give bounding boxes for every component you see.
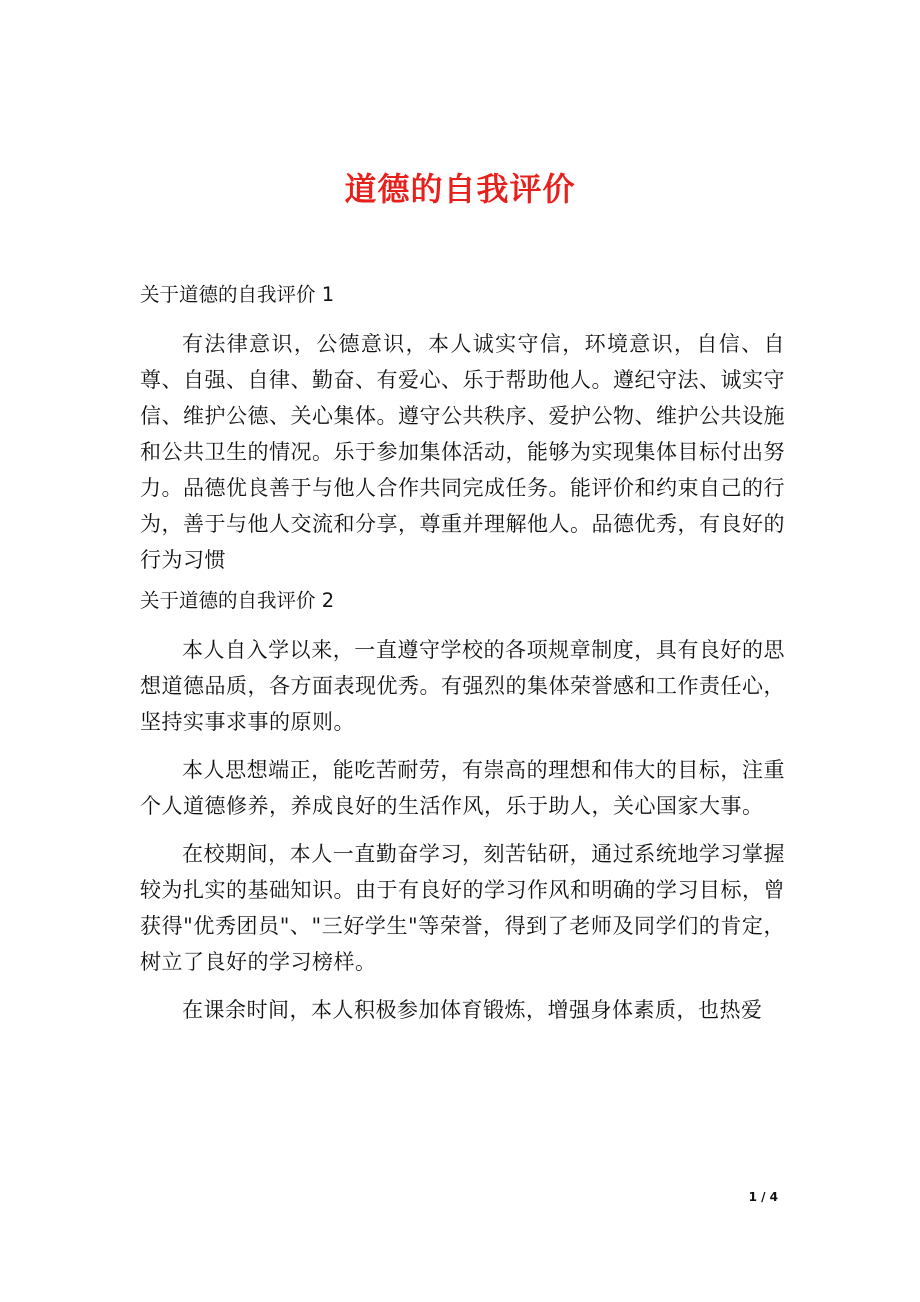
section-heading: 关于道德的自我评价 1 (140, 283, 335, 306)
section-heading: 关于道德的自我评价 2 (140, 589, 335, 612)
page-number: 1 / 4 (748, 1190, 778, 1204)
paragraph: 本人思想端正，能吃苦耐劳，有崇高的理想和伟大的目标，注重个人道德修养，养成良好的生活作风，乐于助人，关心国家大事。 (140, 758, 785, 818)
section-1 (140, 280, 785, 578)
page-title: 道德的自我评价 (344, 170, 576, 209)
paragraph: 在课余时间，本人积极参加体育锻炼，增强身体素质，也热爱 (182, 998, 763, 1022)
paragraph: 在校期间，本人一直勤奋学习，刻苦钻研，通过系统地学习掌握较为扎实的基础知识。由于有良好的学习作风和明确的学习目标，曾获得"优秀团员"、"三好学生"等荣誉，得到了老师及同学们的肯定，树立了良好的学习榜样。 (140, 842, 785, 974)
paragraph: 有法律意识，公德意识，本人诚实守信，环境意识，自信、自尊、自强、自律、勤奋、有爱心、乐于帮助他人。遵纪守法、诚实守信、维护公德、关心集体。遵守公共秩序、爱护公物、维护公共设施和公共卫生的情况。乐于参加集体活动，能够为实现集体目标付出努力。品德优良善于与他人合作共同完成任务。能评价和约束自己的行为，善于与他人交流和分享，尊重并理解他人。品德优秀，有良好的行为习惯 (140, 332, 785, 572)
document-body (140, 280, 785, 1040)
paragraph: 本人自入学以来，一直遵守学校的各项规章制度，具有良好的思想道德品质，各方面表现优秀。有强烈的集体荣誉感和工作责任心，坚持实事求事的原则。 (140, 638, 785, 734)
section-2 (140, 586, 785, 1028)
